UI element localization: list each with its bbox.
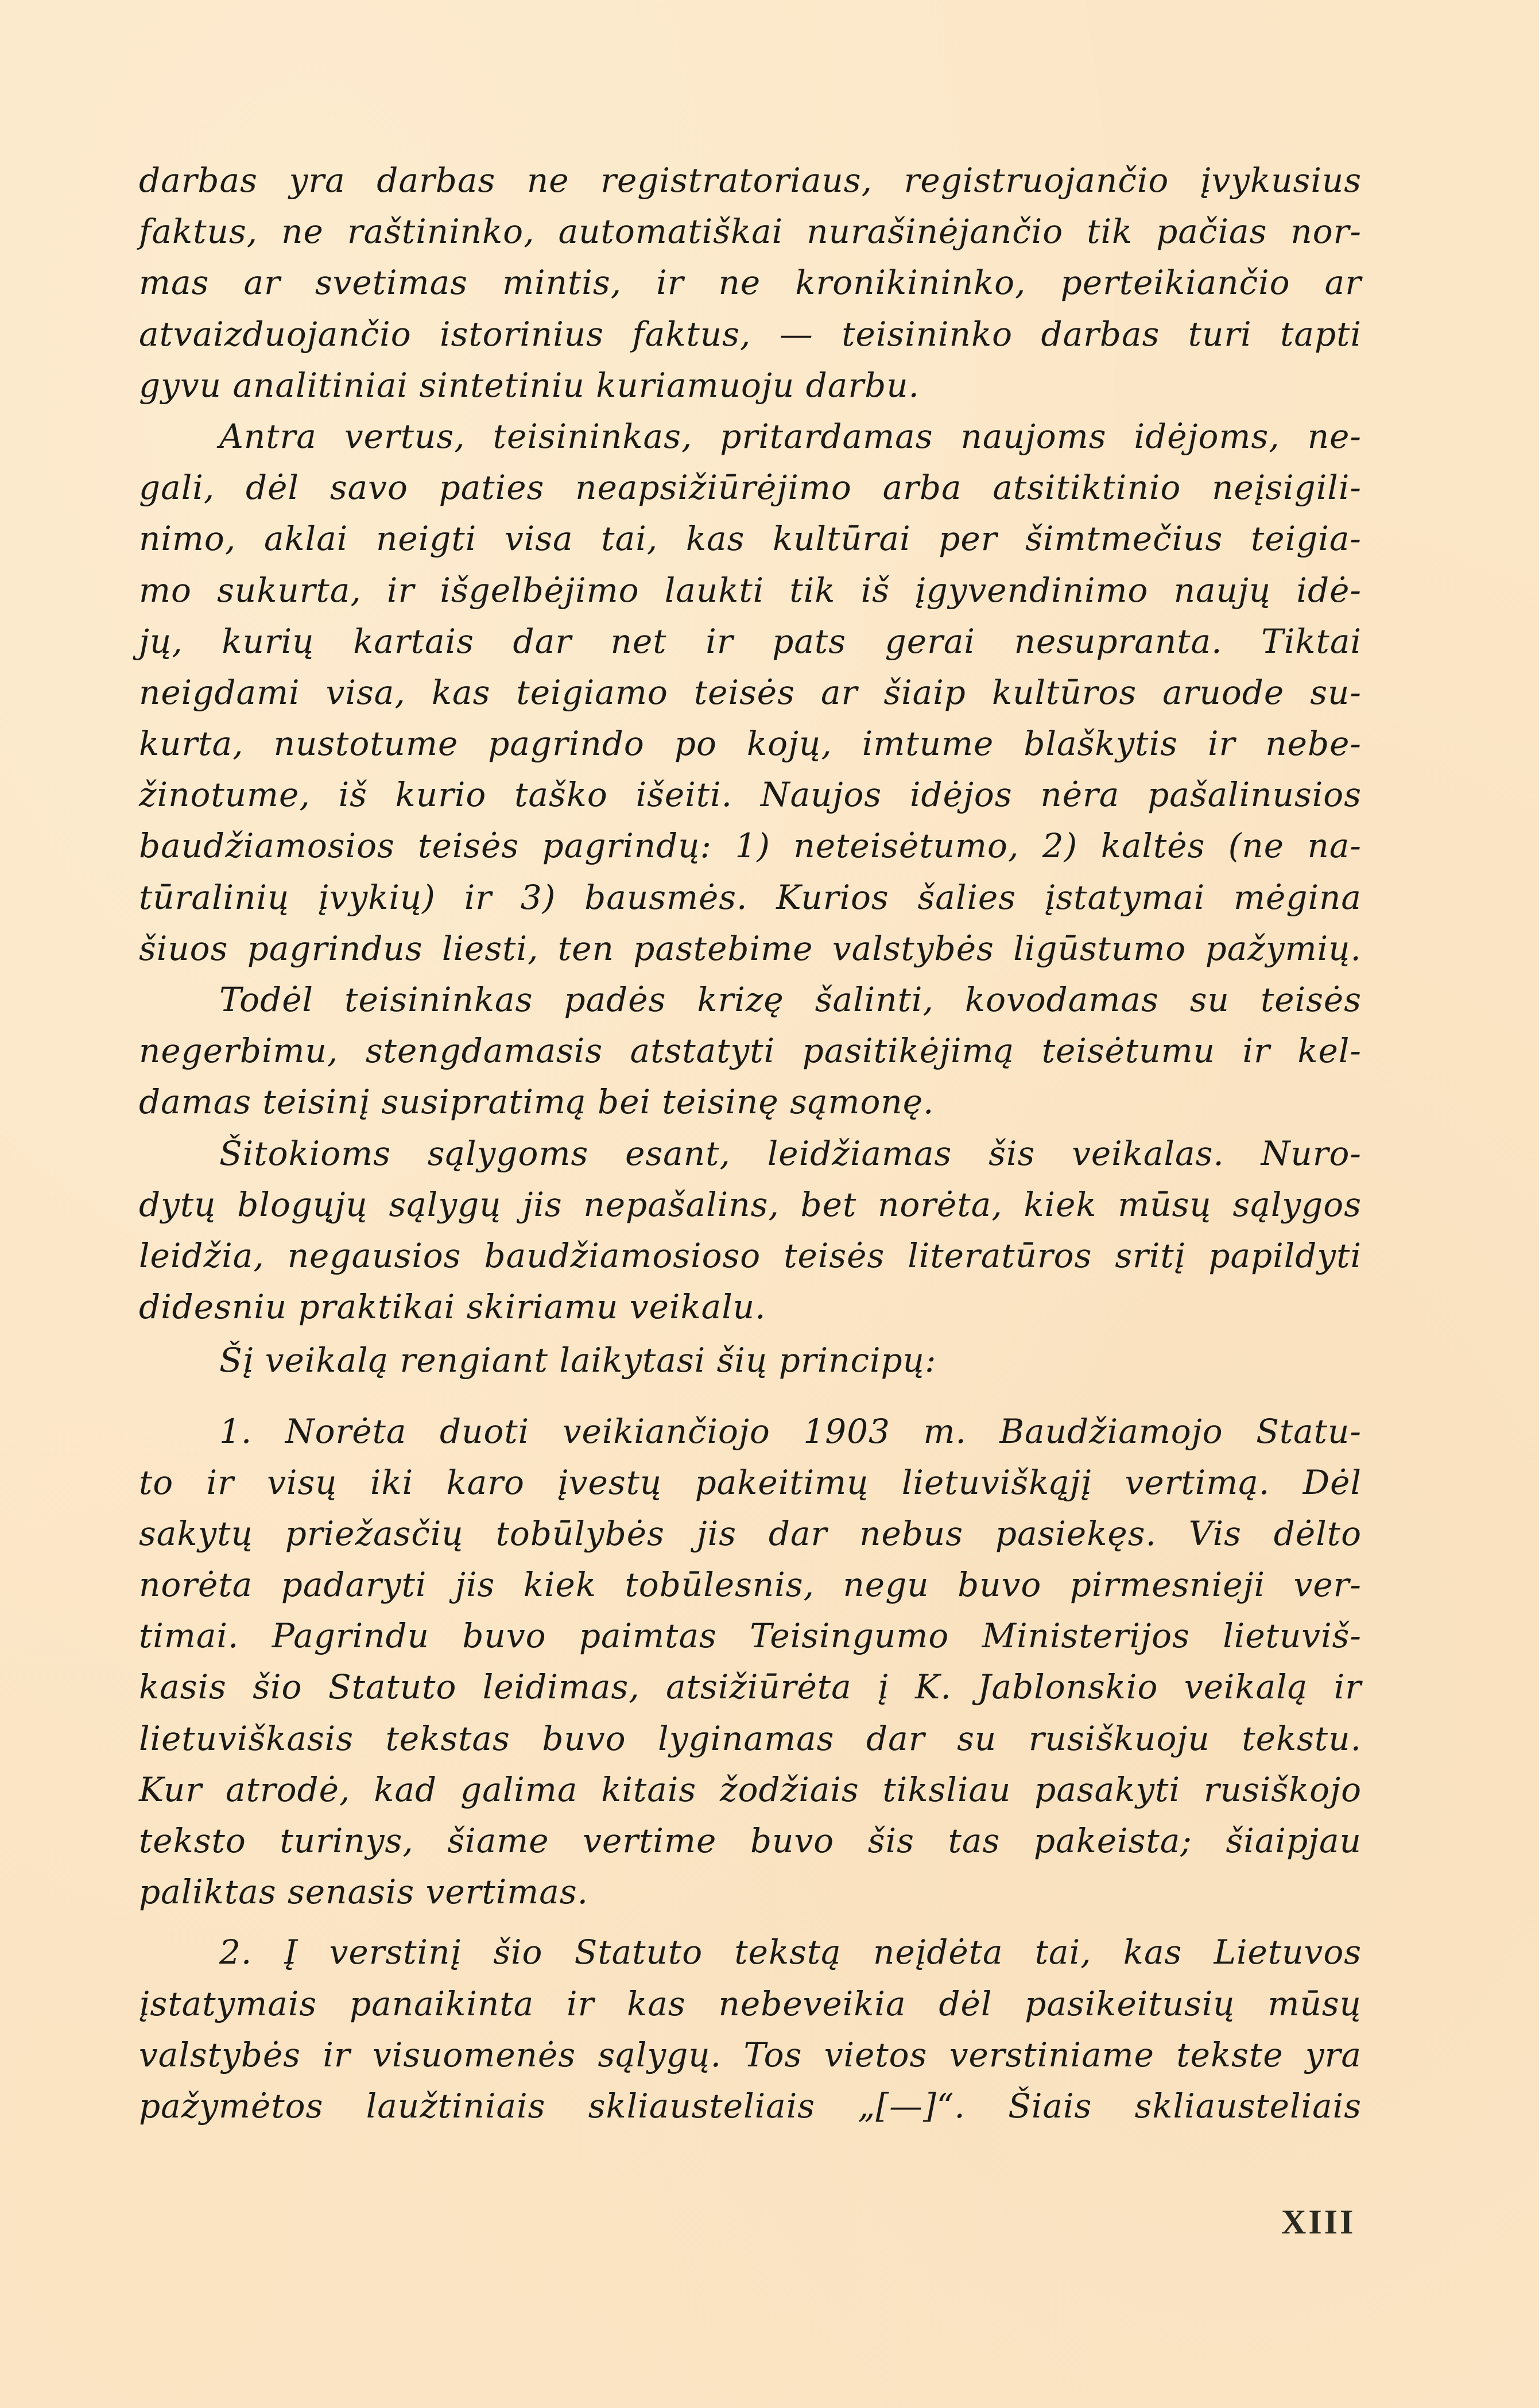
paragraph (139, 411, 1362, 974)
text-line: nimo, aklai neigti visa tai, kas kultūrai per šimtmečius teigia- (139, 519, 1362, 559)
text-line: Šį veikalą rengiant laikytasi šių principų: (219, 1341, 937, 1380)
text-line: valstybės ir visuomenės sąlygų. Tos vietos verstiniame tekste yra (139, 2035, 1362, 2074)
text-line: teksto turinys, šiame vertime buvo šis tas pakeista; šiaipjau (139, 1821, 1362, 1860)
text-line: įstatymais panaikinta ir kas nebeveikia dėl pasikeitusių mūsų (139, 1984, 1362, 2023)
text-line: Šitokioms sąlygoms esant, leidžiamas šis veikalas. Nuro- (219, 1133, 1362, 1173)
text-line: pažymėtos laužtiniais skliausteliais „[—]“. Šiais skliausteliais (139, 2086, 1362, 2126)
text-line: lietuviškasis tekstas buvo lyginamas dar su rusiškuoju tekstu. (139, 1718, 1362, 1758)
text-line: mo sukurta, ir išgelbėjimo laukti tik iš įgyvendinimo naujų idė- (139, 570, 1362, 610)
text-line: leidžia, negausios baudžiamosioso teisės literatūros sritį papildyti (139, 1236, 1362, 1275)
text-line: negerbimu, stengdamasis atstatyti pasitikėjimą teisėtumu ir kel- (139, 1031, 1362, 1071)
text-line: žinotume, iš kurio taško išeiti. Naujos idėjos nėra pašalinusios (139, 775, 1362, 815)
body-text (139, 155, 1362, 2132)
text-line: tūralinių įvykių) ir 3) bausmės. Kurios šalies įstatymai mėgina (139, 877, 1362, 917)
numbered-paragraph (139, 1406, 1362, 1918)
page-number: XIII (1281, 2203, 1356, 2241)
text-line: faktus, ne raštininko, automatiškai nurašinėjančio tik pačias nor- (139, 212, 1362, 251)
text-line: atvaizduojančio istorinius faktus, — teisininko darbas turi tapti (139, 314, 1362, 354)
text-line: sakytų priežasčių tobūlybės jis dar nebus pasiekęs. Vis dėlto (139, 1513, 1362, 1553)
text-line: to ir visų iki karo įvestų pakeitimų lietuviškąjį vertimą. Dėl (139, 1462, 1362, 1502)
text-line: neigdami visa, kas teigiamo teisės ar šiaip kultūros aruode su- (139, 672, 1362, 712)
paragraph (139, 155, 1362, 411)
numbered-paragraph (139, 1927, 1362, 2132)
text-line: darbas yra darbas ne registratoriaus, registruojančio įvykusius (139, 161, 1362, 200)
text-line: norėta padaryti jis kiek tobūlesnis, negu buvo pirmesnieji ver- (139, 1565, 1362, 1605)
text-line: paliktas senasis vertimas. (139, 1872, 589, 1912)
text-line: šiuos pagrindus liesti, ten pastebime valstybės ligūstumo pažymių. (139, 928, 1362, 968)
text-line: Antra vertus, teisininkas, pritardamas naujoms idėjoms, ne- (219, 416, 1362, 456)
text-line: gyvu analitiniai sintetiniu kuriamuoju darbu. (139, 365, 920, 405)
text-line: baudžiamosios teisės pagrindų: 1) neteisėtumo, 2) kaltės (ne na- (139, 826, 1362, 866)
text-line: kasis šio Statuto leidimas, atsižiūrėta į K. Jablonskio veikalą ir (139, 1667, 1362, 1707)
text-line: 2. Į verstinį šio Statuto tekstą neįdėta tai, kas Lietuvos (219, 1933, 1362, 1972)
text-line: Kur atrodė, kad galima kitais žodžiais tiksliau pasakyti rusiškojo (139, 1770, 1362, 1809)
text-line: mas ar svetimas mintis, ir ne kronikininko, perteikiančio ar (139, 263, 1362, 303)
paragraph (139, 1335, 1362, 1386)
text-line: kurta, nustotume pagrindo po kojų, imtume blaškytis ir nebe- (139, 724, 1362, 764)
paragraph (139, 974, 1362, 1128)
text-line: timai. Pagrindu buvo paimtas Teisingumo Ministerijos lietuviš- (139, 1616, 1362, 1656)
text-line: didesniu praktikai skiriamu veikalu. (139, 1287, 766, 1327)
text-line: 1. Norėta duoti veikiančiojo 1903 m. Baudžiamojo Statu- (219, 1411, 1362, 1451)
text-line: gali, dėl savo paties neapsižiūrėjimo arba atsitiktinio neįsigili- (139, 468, 1362, 508)
text-line: Todėl teisininkas padės krizę šalinti, kovodamas su teisės (219, 980, 1362, 1019)
text-line: jų, kurių kartais dar net ir pats gerai nesupranta. Tiktai (139, 621, 1362, 661)
text-line: damas teisinį susipratimą bei teisinę sąmonę. (139, 1082, 935, 1122)
text-line: dytų blogųjų sąlygų jis nepašalins, bet norėta, kiek mūsų sąlygos (139, 1184, 1362, 1224)
paragraph (139, 1128, 1362, 1333)
